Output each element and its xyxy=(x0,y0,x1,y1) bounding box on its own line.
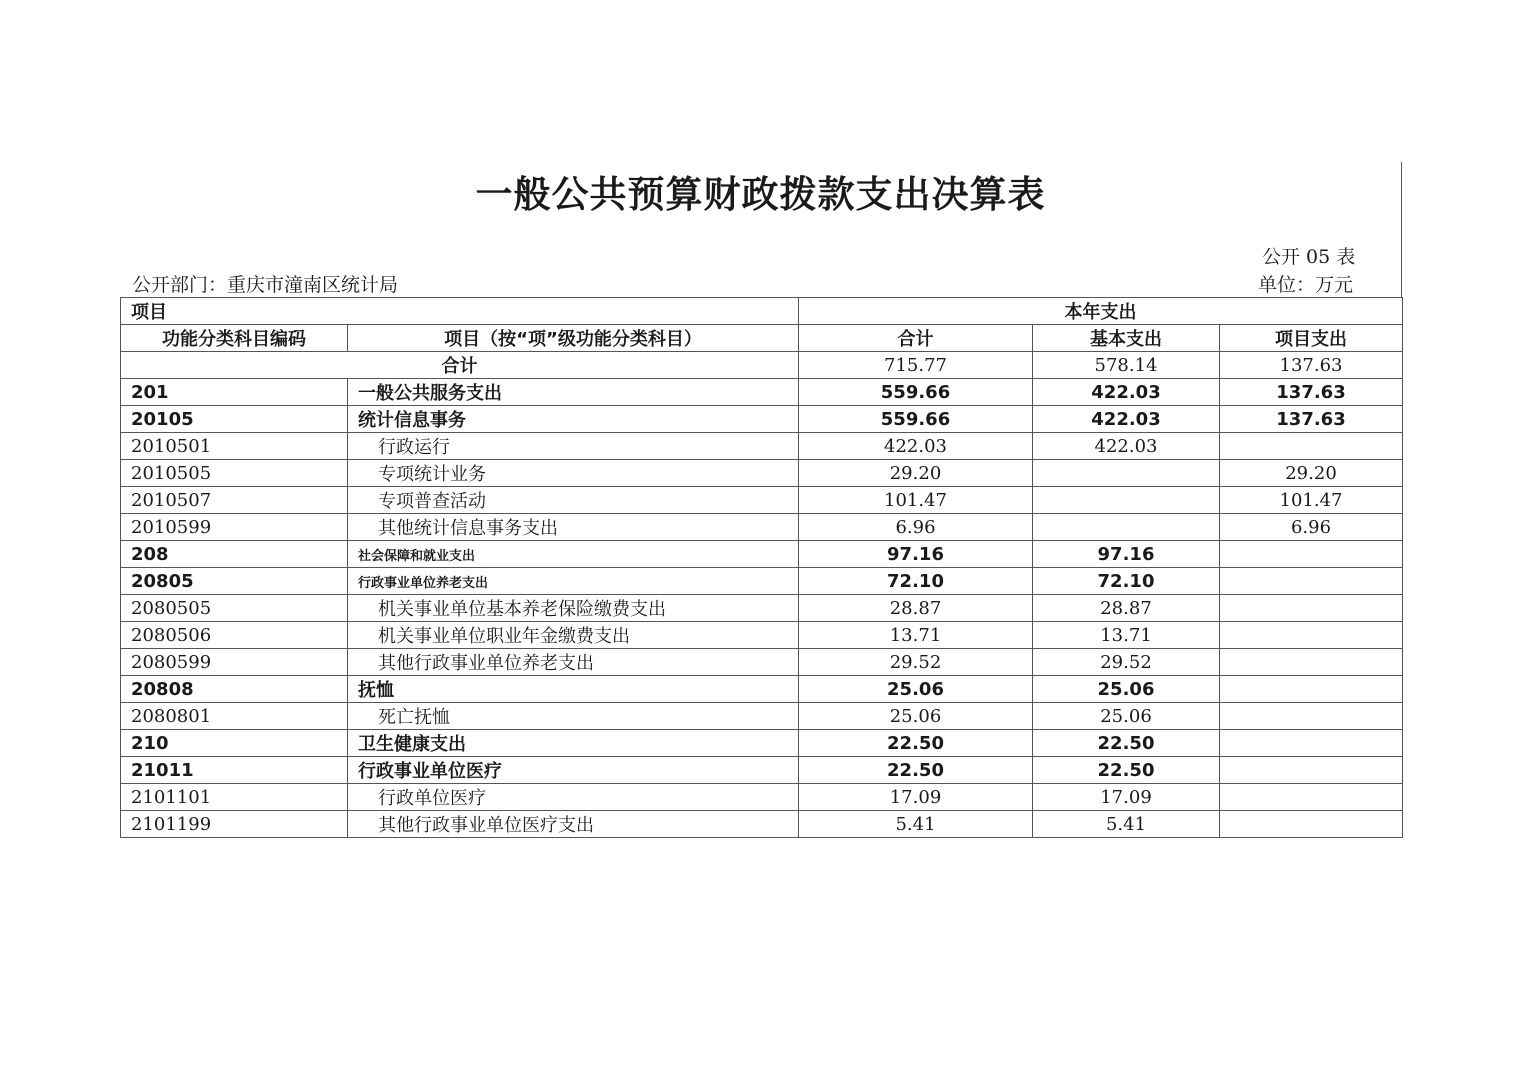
row-basic: 97.16 xyxy=(1033,541,1220,568)
row-total: 559.66 xyxy=(799,379,1033,406)
table-row xyxy=(121,514,1403,541)
row-basic: 422.03 xyxy=(1033,406,1220,433)
row-project: 29.20 xyxy=(1220,460,1403,487)
row-name: 机关事业单位职业年金缴费支出 xyxy=(348,622,799,649)
total-label: 合计 xyxy=(121,352,799,379)
row-name: 其他行政事业单位养老支出 xyxy=(348,649,799,676)
row-project xyxy=(1220,649,1403,676)
row-total: 101.47 xyxy=(799,487,1033,514)
row-name: 统计信息事务 xyxy=(348,406,799,433)
row-code: 2101101 xyxy=(121,784,348,811)
table-row xyxy=(121,703,1403,730)
row-name: 行政事业单位养老支出 xyxy=(348,568,799,595)
row-project xyxy=(1220,730,1403,757)
row-code: 21011 xyxy=(121,757,348,784)
row-project xyxy=(1220,757,1403,784)
row-basic: 13.71 xyxy=(1033,622,1220,649)
row-name: 行政单位医疗 xyxy=(348,784,799,811)
table-row xyxy=(121,649,1403,676)
row-name: 死亡抚恤 xyxy=(348,703,799,730)
row-total: 25.06 xyxy=(799,676,1033,703)
table-row xyxy=(121,568,1403,595)
row-total: 22.50 xyxy=(799,757,1033,784)
row-basic xyxy=(1033,487,1220,514)
row-total: 29.52 xyxy=(799,649,1033,676)
department-label: 公开部门：重庆市潼南区统计局 xyxy=(132,274,399,296)
table-row xyxy=(121,730,1403,757)
header-row-2 xyxy=(121,325,1403,352)
row-total: 559.66 xyxy=(799,406,1033,433)
row-project xyxy=(1220,595,1403,622)
table-row xyxy=(121,784,1403,811)
row-name: 卫生健康支出 xyxy=(348,730,799,757)
row-basic: 72.10 xyxy=(1033,568,1220,595)
row-name: 其他行政事业单位医疗支出 xyxy=(348,811,799,838)
row-code: 2010599 xyxy=(121,514,348,541)
header-project: 项目支出 xyxy=(1220,325,1403,352)
row-project: 101.47 xyxy=(1220,487,1403,514)
row-basic: 422.03 xyxy=(1033,433,1220,460)
header-basic: 基本支出 xyxy=(1033,325,1220,352)
table-row xyxy=(121,676,1403,703)
header-total: 合计 xyxy=(799,325,1033,352)
row-name: 行政运行 xyxy=(348,433,799,460)
row-project xyxy=(1220,568,1403,595)
total-amount: 715.77 xyxy=(799,352,1033,379)
header-item: 项目 xyxy=(121,298,799,325)
row-project xyxy=(1220,703,1403,730)
table-row xyxy=(121,595,1403,622)
table-row xyxy=(121,622,1403,649)
header-code: 功能分类科目编码 xyxy=(121,325,348,352)
header-name: 项目（按“项”级功能分类科目） xyxy=(348,325,799,352)
row-code: 20808 xyxy=(121,676,348,703)
row-code: 2101199 xyxy=(121,811,348,838)
table-row xyxy=(121,811,1403,838)
row-name: 抚恤 xyxy=(348,676,799,703)
row-total: 25.06 xyxy=(799,703,1033,730)
row-name: 专项普查活动 xyxy=(348,487,799,514)
row-code: 208 xyxy=(121,541,348,568)
row-basic: 25.06 xyxy=(1033,676,1220,703)
row-total: 13.71 xyxy=(799,622,1033,649)
row-project xyxy=(1220,784,1403,811)
row-total: 28.87 xyxy=(799,595,1033,622)
row-project xyxy=(1220,541,1403,568)
row-total: 22.50 xyxy=(799,730,1033,757)
row-name: 社会保障和就业支出 xyxy=(348,541,799,568)
total-basic: 578.14 xyxy=(1033,352,1220,379)
table-row xyxy=(121,406,1403,433)
table-row xyxy=(121,541,1403,568)
row-basic: 29.52 xyxy=(1033,649,1220,676)
unit-label: 单位：万元 xyxy=(1258,274,1354,296)
row-code: 2080506 xyxy=(121,622,348,649)
row-project xyxy=(1220,433,1403,460)
row-project xyxy=(1220,622,1403,649)
row-total: 5.41 xyxy=(799,811,1033,838)
row-project: 137.63 xyxy=(1220,379,1403,406)
row-project xyxy=(1220,676,1403,703)
page-title: 一般公共预算财政拨款支出决算表 xyxy=(475,173,1046,216)
row-total: 422.03 xyxy=(799,433,1033,460)
table-row xyxy=(121,433,1403,460)
table-row xyxy=(121,757,1403,784)
row-code: 2010507 xyxy=(121,487,348,514)
row-name: 其他统计信息事务支出 xyxy=(348,514,799,541)
row-basic: 22.50 xyxy=(1033,730,1220,757)
row-code: 2080801 xyxy=(121,703,348,730)
row-code: 2010505 xyxy=(121,460,348,487)
row-name: 行政事业单位医疗 xyxy=(348,757,799,784)
row-code: 20105 xyxy=(121,406,348,433)
row-total: 6.96 xyxy=(799,514,1033,541)
row-total: 72.10 xyxy=(799,568,1033,595)
row-project: 137.63 xyxy=(1220,406,1403,433)
row-basic: 28.87 xyxy=(1033,595,1220,622)
row-basic: 422.03 xyxy=(1033,379,1220,406)
table-row xyxy=(121,487,1403,514)
row-code: 2080505 xyxy=(121,595,348,622)
total-project: 137.63 xyxy=(1220,352,1403,379)
row-code: 210 xyxy=(121,730,348,757)
row-project xyxy=(1220,811,1403,838)
row-total: 97.16 xyxy=(799,541,1033,568)
expenditure-table xyxy=(120,297,1403,838)
row-code: 2080599 xyxy=(121,649,348,676)
row-total: 29.20 xyxy=(799,460,1033,487)
row-project: 6.96 xyxy=(1220,514,1403,541)
form-number: 公开 05 表 xyxy=(1262,246,1356,268)
row-basic: 22.50 xyxy=(1033,757,1220,784)
row-basic: 25.06 xyxy=(1033,703,1220,730)
row-code: 2010501 xyxy=(121,433,348,460)
row-code: 20805 xyxy=(121,568,348,595)
row-total: 17.09 xyxy=(799,784,1033,811)
table-row xyxy=(121,379,1403,406)
row-name: 一般公共服务支出 xyxy=(348,379,799,406)
row-basic: 5.41 xyxy=(1033,811,1220,838)
row-name: 专项统计业务 xyxy=(348,460,799,487)
row-basic xyxy=(1033,514,1220,541)
row-name: 机关事业单位基本养老保险缴费支出 xyxy=(348,595,799,622)
total-row xyxy=(121,352,1403,379)
header-row-1 xyxy=(121,298,1403,325)
row-code: 201 xyxy=(121,379,348,406)
row-basic xyxy=(1033,460,1220,487)
header-current-year: 本年支出 xyxy=(799,298,1403,325)
table-row xyxy=(121,460,1403,487)
row-basic: 17.09 xyxy=(1033,784,1220,811)
